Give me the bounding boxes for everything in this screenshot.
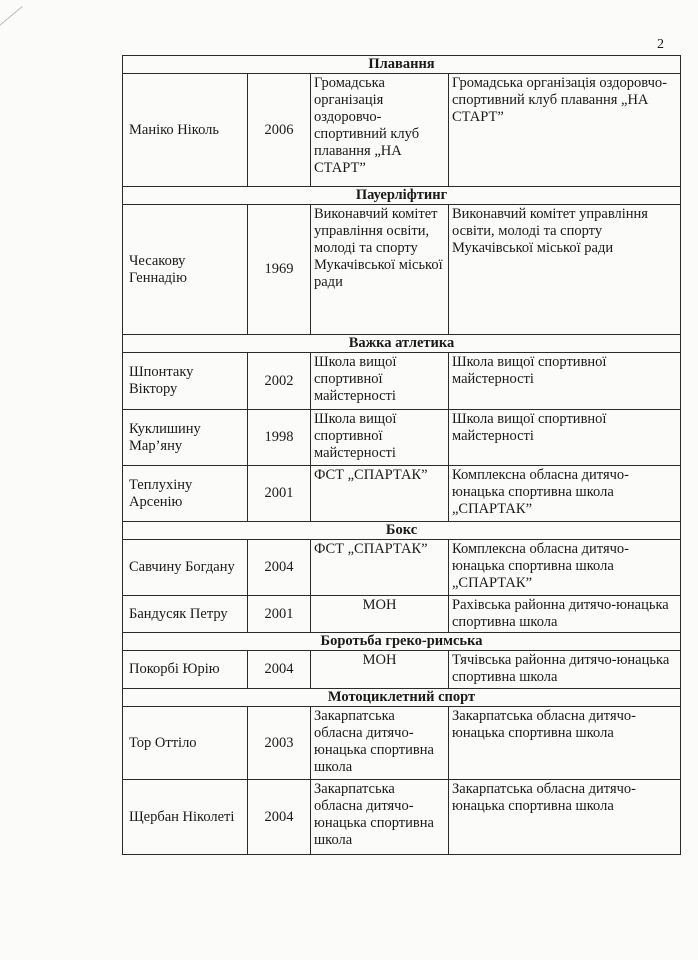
section-title: Боротьба греко-римська — [123, 633, 681, 651]
birth-year: 2002 — [248, 353, 311, 410]
section-row — [123, 187, 681, 205]
athlete-name: Куклишину Мар’яну — [123, 410, 248, 466]
organization: ФСТ „СПАРТАК” — [311, 540, 449, 596]
athlete-name: Щербан Ніколеті — [123, 780, 248, 855]
sports-school: Громадська організація оздоровчо-спортивний клуб плавання „НА СТАРТ” — [449, 74, 681, 187]
section-row — [123, 56, 681, 74]
birth-year: 2001 — [248, 596, 311, 633]
athlete-name: Тор Оттіло — [123, 707, 248, 780]
sports-school: Школа вищої спортивної майстерності — [449, 353, 681, 410]
section-title: Важка атлетика — [123, 335, 681, 353]
athlete-name: Шпонтаку Віктору — [123, 353, 248, 410]
sports-school: Комплексна обласна дитячо-юнацька спортивна школа „СПАРТАК” — [449, 540, 681, 596]
section-row — [123, 522, 681, 540]
athlete-name: Покорбі Юрію — [123, 651, 248, 689]
sports-school: Виконавчий комітет управління освіти, молоді та спорту Мукачівської міської ради — [449, 205, 681, 335]
athlete-row — [123, 466, 681, 522]
organization: Громадська організація оздоровчо-спортивний клуб плавання „НА СТАРТ” — [311, 74, 449, 187]
athlete-row — [123, 651, 681, 689]
organization: Закарпатська обласна дитячо-юнацька спортивна школа — [311, 707, 449, 780]
organization: ФСТ „СПАРТАК” — [311, 466, 449, 522]
organization: Закарпатська обласна дитячо-юнацька спортивна школа — [311, 780, 449, 855]
athlete-row — [123, 205, 681, 335]
scan-artifact-line — [0, 6, 23, 87]
section-row — [123, 335, 681, 353]
sports-school: Комплексна обласна дитячо-юнацька спортивна школа „СПАРТАК” — [449, 466, 681, 522]
birth-year: 2004 — [248, 780, 311, 855]
birth-year: 1969 — [248, 205, 311, 335]
section-title: Мотоциклетний спорт — [123, 689, 681, 707]
organization: Школа вищої спортивної майстерності — [311, 353, 449, 410]
birth-year: 1998 — [248, 410, 311, 466]
athlete-name: Бандусяк Петру — [123, 596, 248, 633]
athlete-row — [123, 74, 681, 187]
athlete-row — [123, 410, 681, 466]
section-title: Пауерліфтинг — [123, 187, 681, 205]
athlete-row — [123, 780, 681, 855]
section-row — [123, 633, 681, 651]
athlete-row — [123, 353, 681, 410]
section-row — [123, 689, 681, 707]
athlete-name: Чесакову Геннадію — [123, 205, 248, 335]
sports-school: Закарпатська обласна дитячо-юнацька спортивна школа — [449, 707, 681, 780]
birth-year: 2006 — [248, 74, 311, 187]
athlete-name: Теплухіну Арсенію — [123, 466, 248, 522]
athlete-row — [123, 707, 681, 780]
section-title: Плавання — [123, 56, 681, 74]
birth-year: 2004 — [248, 540, 311, 596]
birth-year: 2003 — [248, 707, 311, 780]
athlete-row — [123, 540, 681, 596]
section-title: Бокс — [123, 522, 681, 540]
athlete-row — [123, 596, 681, 633]
athletes-table — [122, 55, 681, 855]
birth-year: 2001 — [248, 466, 311, 522]
athletes-table-body — [123, 56, 681, 855]
sports-school: Рахівська районна дитячо-юнацька спортивна школа — [449, 596, 681, 633]
sports-school: Школа вищої спортивної майстерності — [449, 410, 681, 466]
organization: Виконавчий комітет управління освіти, молоді та спорту Мукачівської міської ради — [311, 205, 449, 335]
organization: МОН — [311, 596, 449, 633]
organization: МОН — [311, 651, 449, 689]
birth-year: 2004 — [248, 651, 311, 689]
sports-school: Закарпатська обласна дитячо-юнацька спортивна школа — [449, 780, 681, 855]
athlete-name: Савчину Богдану — [123, 540, 248, 596]
athlete-name: Маніко Ніколь — [123, 74, 248, 187]
sports-school: Тячівська районна дитячо-юнацька спортивна школа — [449, 651, 681, 689]
organization: Школа вищої спортивної майстерності — [311, 410, 449, 466]
page-number: 2 — [657, 37, 664, 52]
